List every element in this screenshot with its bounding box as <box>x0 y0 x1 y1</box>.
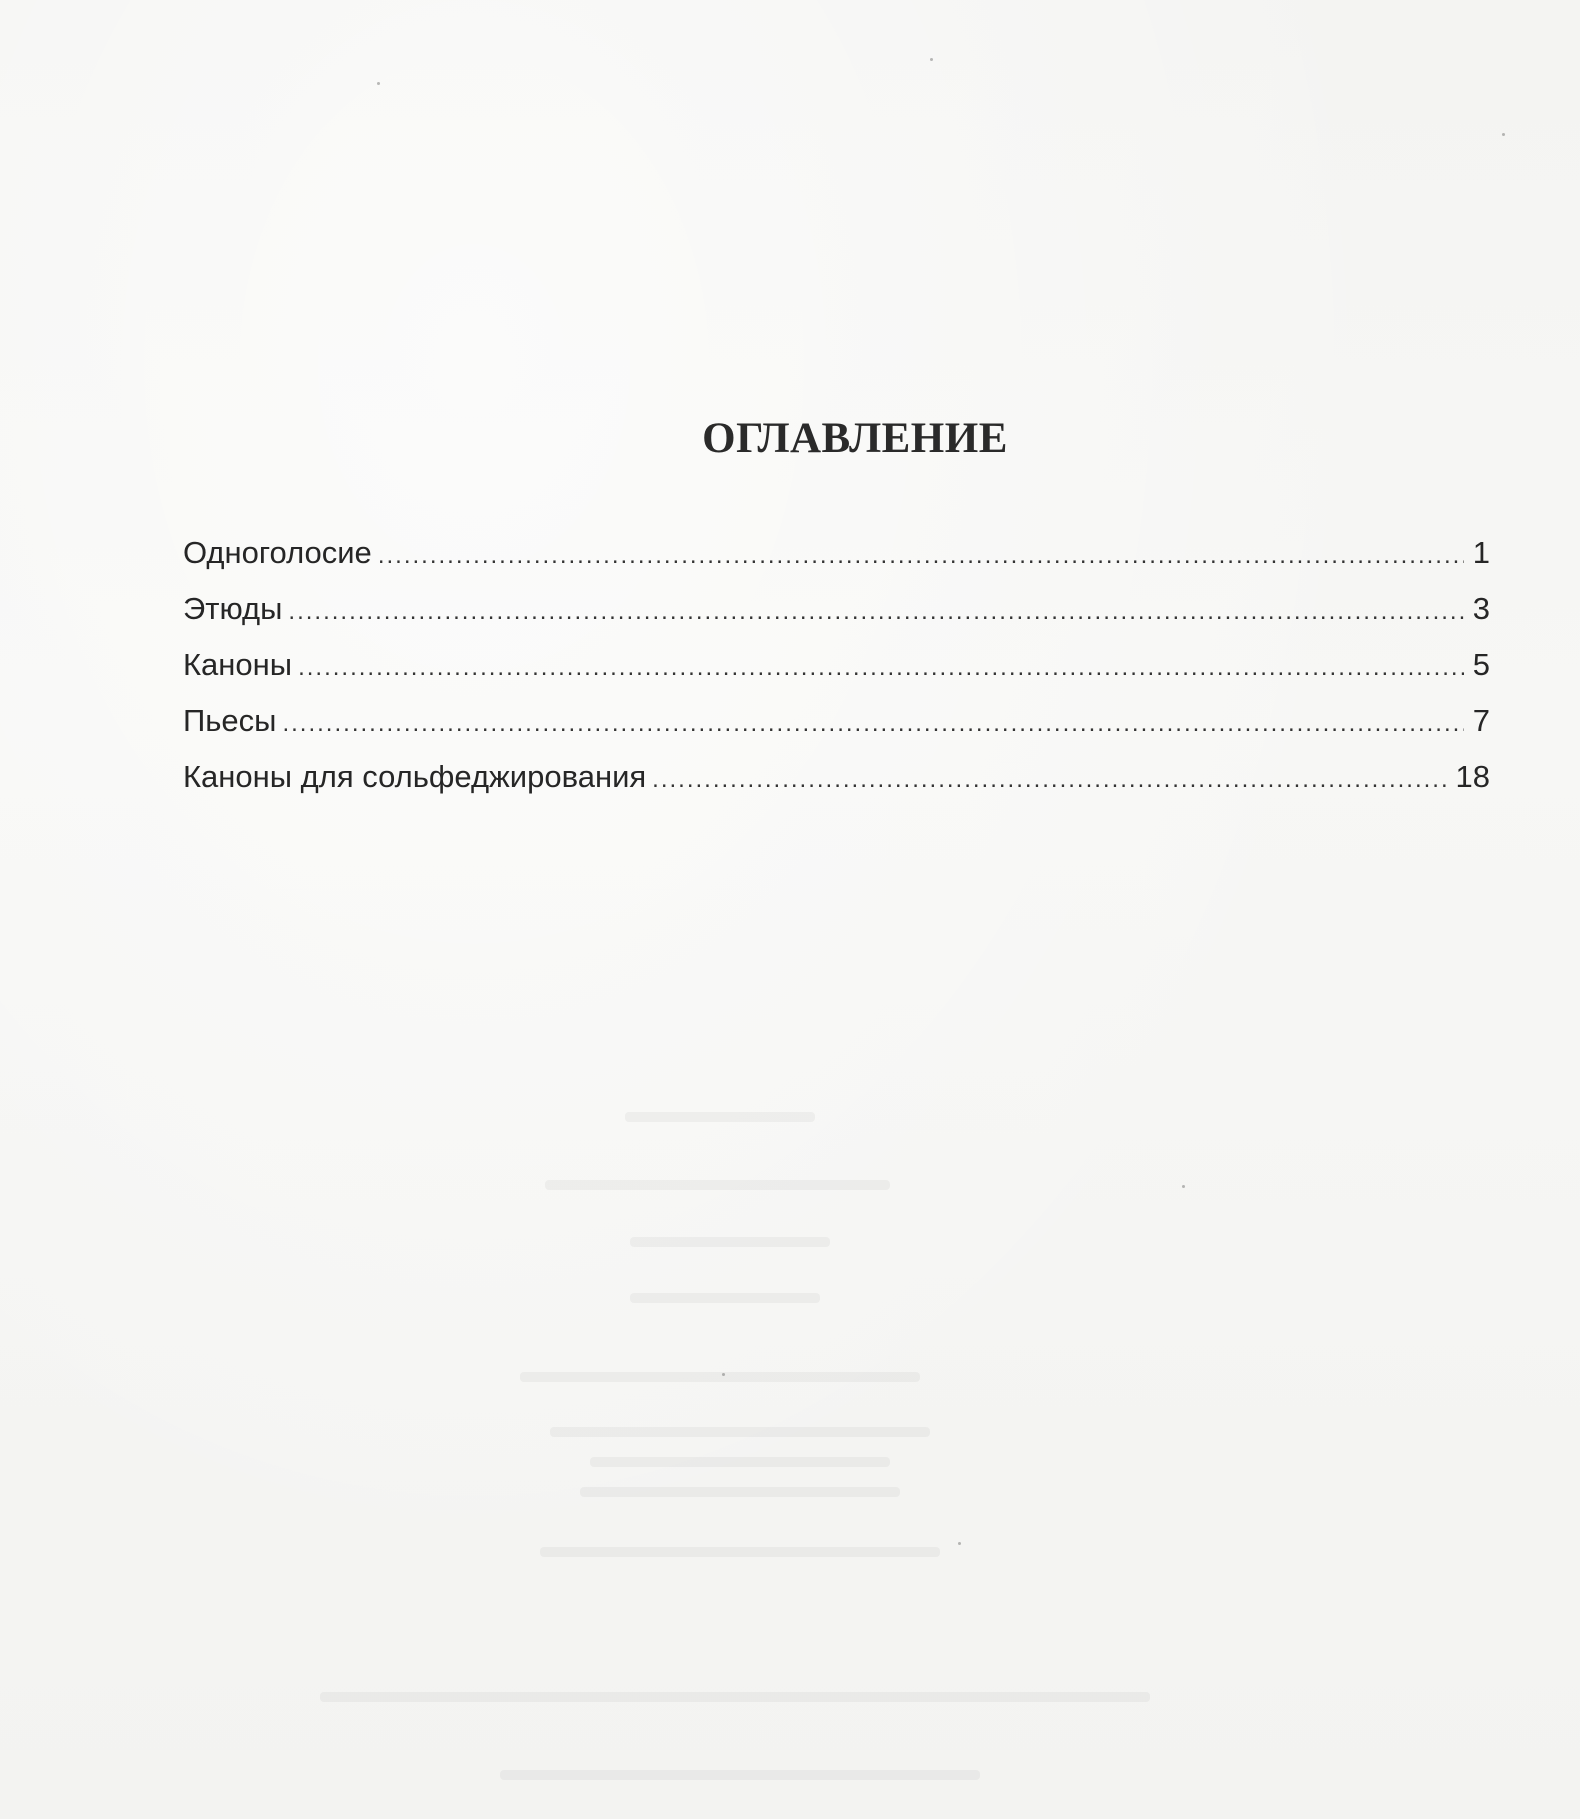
bleed-through-mark <box>630 1293 820 1303</box>
toc-entry-page: 1 <box>1472 535 1490 570</box>
toc-entry-page: 3 <box>1472 591 1490 626</box>
bleed-through-mark <box>630 1237 830 1247</box>
toc-entry-title: Одноголосие <box>183 535 372 570</box>
toc-dot-leader <box>288 598 1464 626</box>
toc-entry <box>183 759 1490 815</box>
toc-entry <box>183 535 1490 591</box>
bleed-through-mark <box>580 1487 900 1497</box>
bleed-through-mark <box>625 1112 815 1122</box>
toc-entry <box>183 591 1490 647</box>
toc-dot-leader <box>282 710 1464 738</box>
dust-speck <box>1502 133 1505 136</box>
toc-entry <box>183 703 1490 759</box>
bleed-through-mark <box>500 1770 980 1780</box>
toc-entry-page: 18 <box>1455 759 1490 794</box>
bleed-through-mark <box>550 1427 930 1437</box>
toc-entry <box>183 647 1490 703</box>
dust-speck <box>958 1542 961 1545</box>
toc-entry-title: Этюды <box>183 591 283 626</box>
toc-entry-title: Пьесы <box>183 703 277 738</box>
table-of-contents <box>183 535 1490 815</box>
bleed-through-mark <box>590 1457 890 1467</box>
toc-entry-page: 7 <box>1472 703 1490 738</box>
dust-speck <box>930 58 933 61</box>
toc-dot-leader <box>298 654 1464 682</box>
toc-dot-leader <box>652 766 1449 794</box>
toc-entry-title: Каноны <box>183 647 293 682</box>
bleed-through-mark <box>520 1372 920 1382</box>
dust-speck <box>377 82 380 85</box>
dust-speck <box>722 1373 725 1376</box>
toc-entry-page: 5 <box>1472 647 1490 682</box>
toc-dot-leader <box>378 542 1464 570</box>
dust-speck <box>1182 1185 1185 1188</box>
bleed-through-mark <box>320 1692 1150 1702</box>
page-title: ОГЛАВЛЕНИЕ <box>702 414 1008 462</box>
bleed-through-mark <box>545 1180 890 1190</box>
toc-entry-title: Каноны для сольфеджирования <box>183 759 647 794</box>
bleed-through-mark <box>540 1547 940 1557</box>
